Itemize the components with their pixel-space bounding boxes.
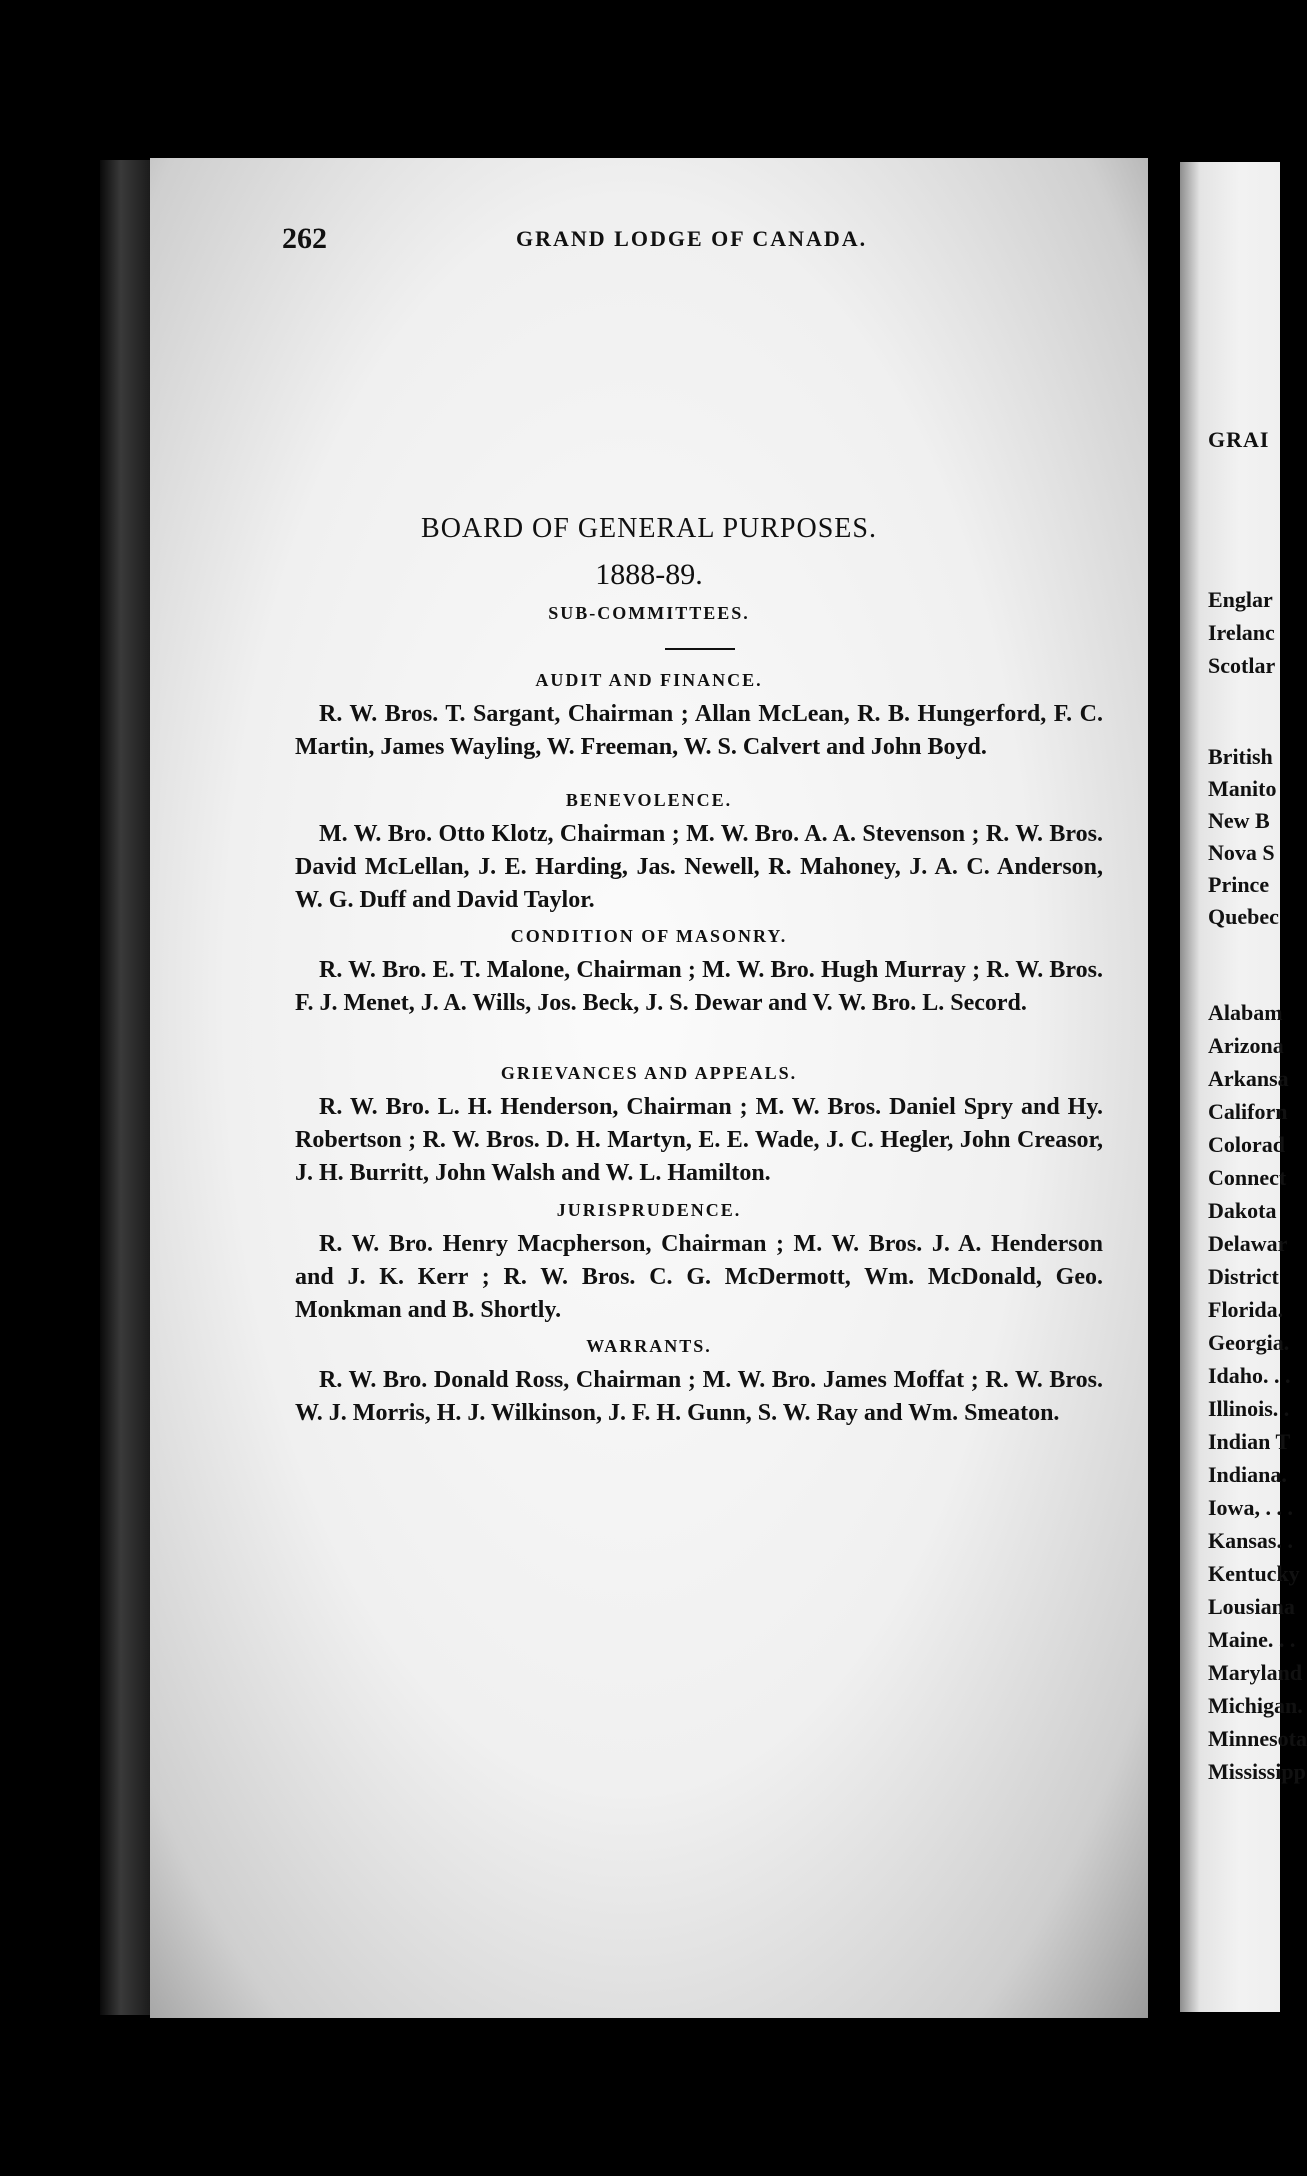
right-list-item: Englar — [1208, 587, 1273, 612]
section-body-condition: R. W. Bro. E. T. Malone, Chairman ; M. W. Bro. Hugh Murray ; R. W. Bros. F. J. Menet, J. A. Wills, Jos. Beck, J. S. Dewar and V. W. Bro. L. Secord. — [295, 957, 1103, 1016]
right-list-item: Connect — [1208, 1165, 1287, 1190]
right-page-heading: GRAI — [1208, 427, 1270, 452]
right-list-item: Michigan. — [1208, 1693, 1303, 1718]
right-list-item: Irelanc — [1208, 620, 1275, 645]
right-list-item: District — [1208, 1264, 1279, 1289]
section-body-warrants: R. W. Bro. Donald Ross, Chairman ; M. W. Bro. James Moffat ; R. W. Bros. W. J. Morris, H. J. Wilkinson, J. F. H. Gunn, S. W. Ray and Wm. Smeaton. — [295, 1367, 1103, 1426]
right-list-item: Dakota — [1208, 1198, 1277, 1223]
section-title-benevolence: BENEVOLENCE. — [565, 790, 733, 810]
sub-committees-heading: SUB-COMMITTEES. — [548, 603, 750, 623]
right-list-item: Indian T — [1208, 1429, 1291, 1454]
section-body-grievances: R. W. Bro. L. H. Henderson, Chairman ; M. W. Bros. Daniel Spry and Hy. Robertson ; R. W. Bros. D. H. Martyn, E. E. Wade, J. C. Hegler, John Creasor, J. H. Burritt, John Walsh and W. L. Hamilton. — [295, 1094, 1103, 1186]
section-title-condition: CONDITION OF MASONRY. — [510, 926, 788, 946]
right-list-item: Kansas. . — [1208, 1528, 1293, 1553]
right-list-item: Indiana. — [1208, 1462, 1287, 1487]
right-list-item: Illinois. . — [1208, 1396, 1290, 1421]
section-title-grievances: GRIEVANCES AND APPEALS. — [500, 1063, 798, 1083]
right-list-item: Quebec — [1208, 904, 1279, 929]
right-list-item: New B — [1208, 808, 1270, 833]
right-list-item: Nova S — [1208, 840, 1275, 865]
left-page — [150, 158, 1148, 2018]
right-list-item: Mississipp — [1208, 1759, 1306, 1784]
right-list-item: Florida. — [1208, 1297, 1284, 1322]
right-list-item: British — [1208, 744, 1273, 769]
right-list-item: Iowa, . . . — [1208, 1495, 1293, 1520]
right-list-item: Maryland — [1208, 1660, 1303, 1685]
divider-rule — [665, 648, 735, 650]
right-list-item: Lousiana — [1208, 1594, 1295, 1619]
right-list-item: Arkansa — [1208, 1066, 1289, 1091]
board-title: BOARD OF GENERAL PURPOSES. — [421, 513, 877, 544]
page-number: 262 — [282, 222, 327, 255]
right-list-item: Californ — [1208, 1099, 1288, 1124]
right-list-item: Prince — [1208, 872, 1270, 897]
right-list-item: Idaho. . . — [1208, 1363, 1291, 1388]
board-year: 1888-89. — [595, 558, 703, 591]
section-body-audit: R. W. Bros. T. Sargant, Chairman ; Allan McLean, R. B. Hungerford, F. C. Martin, James Wayling, W. Freeman, W. S. Calvert and John Boyd. — [295, 701, 1103, 760]
section-title-warrants: WARRANTS. — [586, 1336, 712, 1356]
section-body-benevolence: M. W. Bro. Otto Klotz, Chairman ; M. W. Bro. A. A. Stevenson ; R. W. Bros. David McLellan, J. E. Harding, Jas. Newell, R. Mahoney, J. A. C. Anderson, W. G. Duff and David Taylor. — [295, 821, 1103, 913]
right-list-item: Alabam — [1208, 1000, 1283, 1025]
book-gutter — [100, 160, 152, 2015]
right-list-item: Minnesota — [1208, 1726, 1307, 1751]
right-list-item: Manito — [1208, 776, 1277, 801]
right-list-item: Scotlar — [1208, 653, 1276, 678]
right-list-item: Arizona — [1208, 1033, 1284, 1058]
right-list-item: Kentucky — [1208, 1561, 1300, 1586]
right-list-item: Maine. . . — [1208, 1627, 1296, 1652]
section-title-audit: AUDIT AND FINANCE. — [535, 670, 763, 690]
section-body-jurisprudence: R. W. Bro. Henry Macpherson, Chairman ; M. W. Bros. J. A. Henderson and J. K. Kerr ; R. W. Bros. C. G. McDermott, Wm. McDonald, Geo. Monkman and B. Shortly. — [295, 1231, 1103, 1323]
running-head — [150, 222, 1148, 262]
right-page-edge — [1180, 162, 1307, 2012]
right-list-item: Colorad — [1208, 1132, 1285, 1157]
section-title-jurisprudence: JURISPRUDENCE. — [556, 1200, 742, 1220]
running-head-title: GRAND LODGE OF CANADA. — [516, 226, 868, 251]
right-list-item: Delawar — [1208, 1231, 1288, 1256]
right-list-item: Georgia. — [1208, 1330, 1290, 1355]
